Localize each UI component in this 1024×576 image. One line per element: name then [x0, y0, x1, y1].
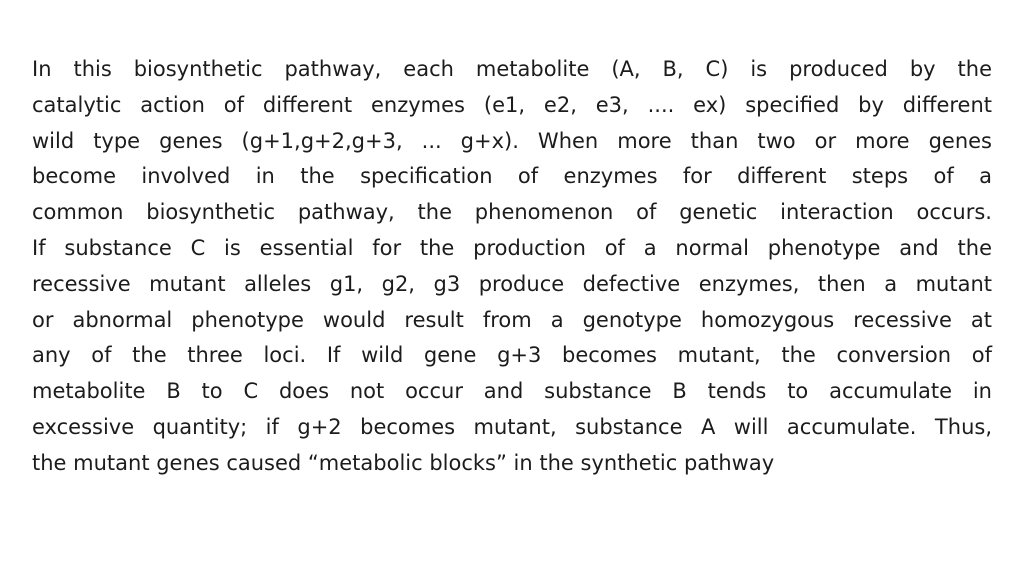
text-line: In this biosynthetic pathway, each metabolite (A, B, C) is produced by the [32, 57, 992, 81]
text-line: If substance C is essential for the production of a normal phenotype and the [32, 235, 992, 260]
text-line: excessive quantity; if g+2 becomes mutant, substance A will accumulate. Thus, [32, 414, 992, 439]
text-line: metabolite B to C does not occur and substance B tends to accumulate in [32, 379, 992, 404]
text-line: the mutant genes caused “metabolic blocks” in the synthetic pathway [32, 450, 775, 475]
text-line: common biosynthetic pathway, the phenomenon of genetic interaction occurs. [32, 200, 992, 225]
text-line: wild type genes (g+1,g+2,g+3, ... g+x). When more than two or more genes [32, 128, 992, 153]
text-line: recessive mutant alleles g1, g2, g3 produce defective enzymes, then a mutant [32, 271, 992, 296]
text-line: become involved in the specification of enzymes for different steps of a [32, 164, 992, 189]
text-line: any of the three loci. If wild gene g+3 becomes mutant, the conversion of [32, 343, 992, 368]
body-paragraph [32, 52, 992, 482]
text-line: catalytic action of different enzymes (e1, e2, e3, .... ex) specified by different [32, 92, 992, 117]
text-line: or abnormal phenotype would result from a genotype homozygous recessive at [32, 307, 992, 332]
